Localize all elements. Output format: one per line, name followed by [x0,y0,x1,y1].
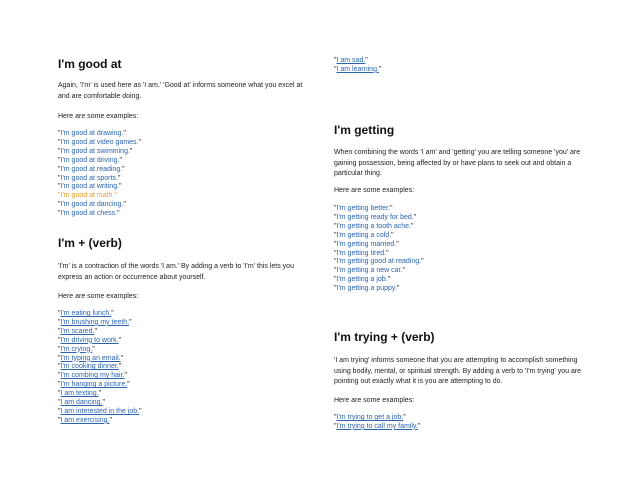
list-item: "I am exercising." [58,416,113,424]
list-item: "I am interested in the job." [58,407,142,415]
good-at-examples-label: Here are some examples: [58,113,139,120]
example-link[interactable]: I am texting. [60,390,99,398]
list-item: "I'm getting a job." [334,276,391,284]
list-item: "I'm good at swimming." [58,147,133,155]
getting-description: When combining the words 'I am' and 'getting' you are telling someone 'you' are gaining possession, being affected by or have plans to seek out and obtain a particular thing. [334,149,581,177]
list-item: "I'm good at reading." [58,165,125,173]
list-item: "I'm driving to work." [58,336,122,344]
getting-list [334,205,424,294]
list-item: "I'm brushing my teeth." [58,318,132,326]
list-item: "I'm good at sports." [58,174,121,182]
list-item: "I am dancing." [58,399,106,407]
list-item: "I'm getting a tooth ache." [334,222,414,230]
list-item: "I'm good at writing." [58,183,122,191]
example-link[interactable]: I'm typing an email. [60,354,121,362]
list-item: "I'm getting ready for bed." [334,213,417,221]
list-item: "I'm trying to call my family." [334,422,421,430]
list-item: "I'm eating lunch." [58,310,114,317]
list-item: "I'm getting married." [334,240,399,248]
example-link[interactable]: I'm combing my hair. [60,372,125,380]
trying-description: 'I am trying' informs someone that you are attempting to accomplish something using bodily, mental, or spiritual strength. By adding a verb to 'I'm trying' you are pointing out exactly what it is you are attempting to do. [334,357,582,385]
list-item: "I'm crying." [58,345,95,353]
trying-list [334,414,420,432]
example-link[interactable]: I'm scared. [60,327,95,335]
heading-getting: I'm getting [334,123,395,137]
list-item: "I'm good at video games." [58,138,141,146]
continued-list [334,57,381,75]
getting-examples-label: Here are some examples: [334,187,415,194]
example-link[interactable]: I'm eating lunch. [60,310,112,317]
list-item: "I'm cooking dinner." [58,363,122,371]
good-at-list [58,130,141,219]
list-item: "I'm getting a puppy." [334,285,400,293]
example-link[interactable]: I'm cooking dinner. [60,363,119,371]
list-item: "I'm scared." [58,327,98,335]
heading-trying: I'm trying + (verb) [334,330,435,344]
list-item: "I am learning." [334,65,382,73]
example-link[interactable]: I am sad. [336,57,366,64]
list-item: "I'm good at driving." [58,156,122,164]
example-link[interactable]: I am exercising. [60,416,110,424]
trying-examples-label: Here are some examples: [334,397,415,404]
example-link[interactable]: I am learning. [336,65,379,73]
list-item: "I'm getting a new car." [334,267,405,275]
good-at-description: Again, 'I'm' is used here as 'I am.' 'Good at' informs someone what you excel at and are comfortable doing. [58,82,303,100]
example-link[interactable]: I am dancing. [60,399,103,407]
im-verb-examples-label: Here are some examples: [58,293,139,300]
example-link[interactable]: I am interested in the job. [60,407,140,415]
list-item: "I'm good at chess." [58,210,120,218]
list-item: "I am texting." [58,390,102,398]
example-link[interactable]: I'm hanging a picture. [60,381,128,389]
im-verb-description: 'I'm' is a contraction of the words 'I am.' By adding a verb to 'I'm' this lets you express an action or occurrence about yourself. [58,263,294,281]
heading-im-verb: I'm + (verb) [58,236,122,250]
im-verb-list [58,310,142,426]
list-item: "I'm trying to get a job." [334,414,406,421]
list-item: "I am sad." [334,57,368,64]
list-item: "I'm getting a cold." [334,231,394,239]
list-item: "I'm combing my hair." [58,372,127,380]
example-link[interactable]: I'm crying. [60,345,93,353]
list-item: "I'm getting good at reading." [334,258,424,266]
list-item: "I'm typing an email." [58,354,124,362]
list-item: "I'm getting better." [334,205,393,212]
list-item: "I'm hanging a picture." [58,381,130,389]
example-link[interactable]: I'm trying to call my family. [336,422,418,430]
example-link[interactable]: I'm brushing my teeth. [60,318,130,326]
list-item: "I'm good at drawing." [58,130,126,137]
list-item: "I'm getting tired." [334,249,389,257]
example-link[interactable]: I'm trying to get a job. [336,414,404,421]
list-item-highlighted: "I'm good at math." [58,192,117,200]
list-item: "I'm good at dancing." [58,201,126,209]
heading-good-at: I'm good at [58,57,122,71]
example-link[interactable]: I'm driving to work. [60,336,119,344]
